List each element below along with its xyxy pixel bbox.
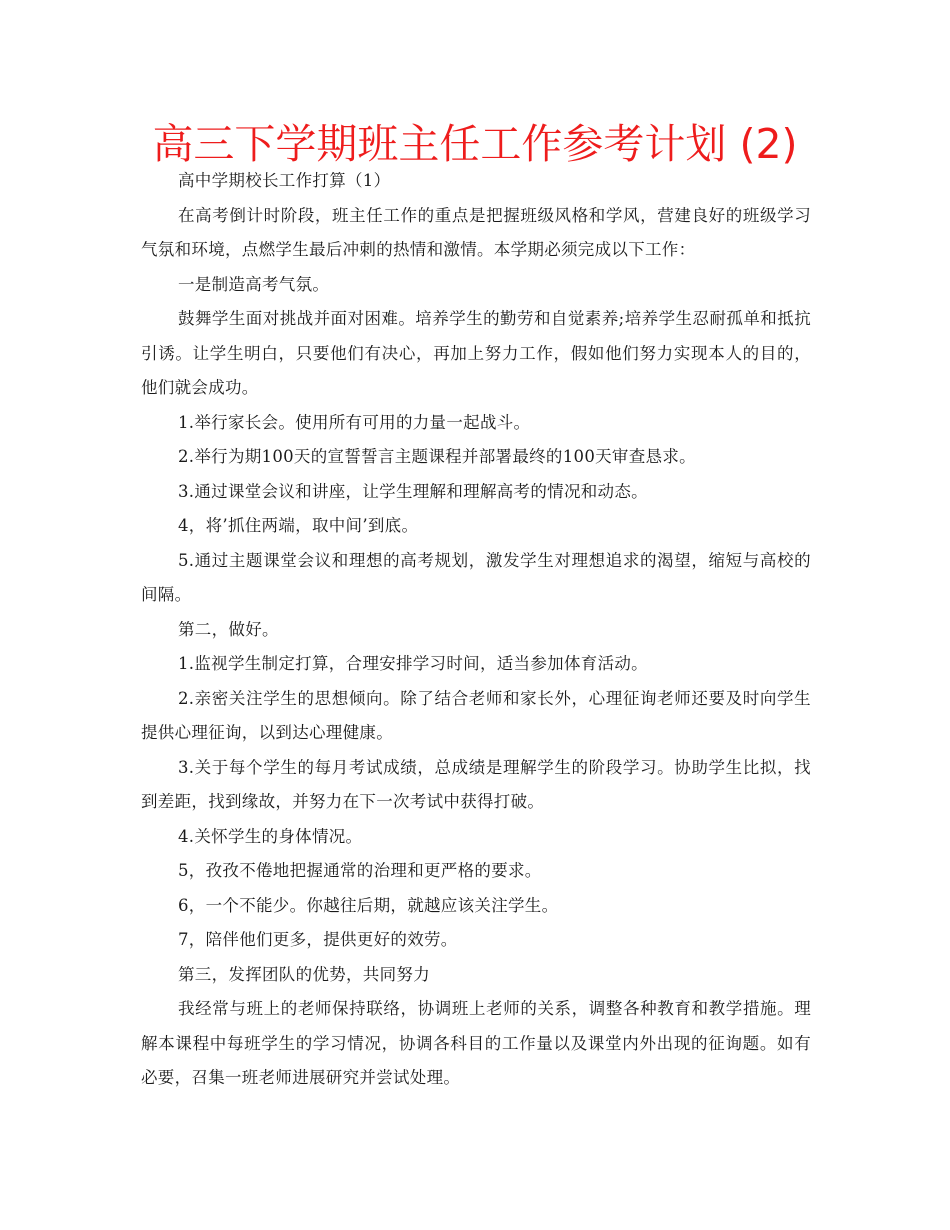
paragraph: 我经常与班上的老师保持联络，协调班上老师的关系，调整各种教育和教学措施。理解本课程中每班学生的学习情况，协调各科目的工作量以及课堂内外出现的征询题。如有必要，召集一班老师进展研究并尝试处理。 bbox=[141, 999, 811, 1087]
paragraph: 6，一个不能少。你越往后期，就越应该关注学生。 bbox=[178, 895, 559, 915]
paragraph: 第三，发挥团队的优势，共同努力 bbox=[178, 964, 430, 984]
paragraph: 一是制造高考气氛。 bbox=[178, 274, 330, 294]
paragraph: 2.亲密关注学生的思想倾向。除了结合老师和家长外，心理征询老师还要及时向学生提供心理征询，以到达心理健康。 bbox=[141, 688, 811, 742]
paragraph: 1.举行家长会。使用所有可用的力量一起战斗。 bbox=[178, 412, 531, 432]
paragraph: 7，陪伴他们更多，提供更好的效劳。 bbox=[178, 930, 458, 949]
paragraph: 3.通过课堂会议和讲座，让学生理解和理解高考的情况和动态。 bbox=[178, 481, 648, 501]
document-body bbox=[141, 164, 811, 1096]
paragraph: 2.举行为期100天的宣誓誓言主题课程并部署最终的100天审查恳求。 bbox=[178, 447, 696, 466]
paragraph: 1.监视学生制定打算，合理安排学习时间，适当参加体育活动。 bbox=[178, 654, 648, 673]
paragraph: 高中学期校长工作打算（1） bbox=[178, 171, 391, 190]
paragraph: 5.通过主题课堂会议和理想的高考规划，激发学生对理想追求的渴望，缩短与高校的间隔。 bbox=[141, 550, 811, 604]
paragraph: 在高考倒计时阶段，班主任工作的重点是把握班级风格和学风，营建良好的班级学习气氛和环境，点燃学生最后冲刺的热情和激情。本学期必须完成以下工作： bbox=[141, 205, 811, 259]
document-title: 高三下学期班主任工作参考计划 (2) bbox=[152, 120, 798, 168]
paragraph: 第二，做好。 bbox=[178, 619, 279, 639]
paragraph: 4，将’抓住两端，取中间’到底。 bbox=[178, 516, 419, 535]
paragraph: 4.关怀学生的身体情况。 bbox=[178, 826, 363, 846]
paragraph: 鼓舞学生面对挑战并面对困难。培养学生的勤劳和自觉素养;培养学生忍耐孤单和抵抗引诱。让学生明白，只要他们有决心，再加上努力工作，假如他们努力实现本人的目的，他们就会成功。 bbox=[141, 309, 811, 397]
paragraph: 5，孜孜不倦地把握通常的治理和更严格的要求。 bbox=[178, 861, 542, 880]
paragraph: 3.关于每个学生的每月考试成绩，总成绩是理解学生的阶段学习。协助学生比拟，找到差距，找到缘故，并努力在下一次考试中获得打破。 bbox=[141, 757, 811, 811]
